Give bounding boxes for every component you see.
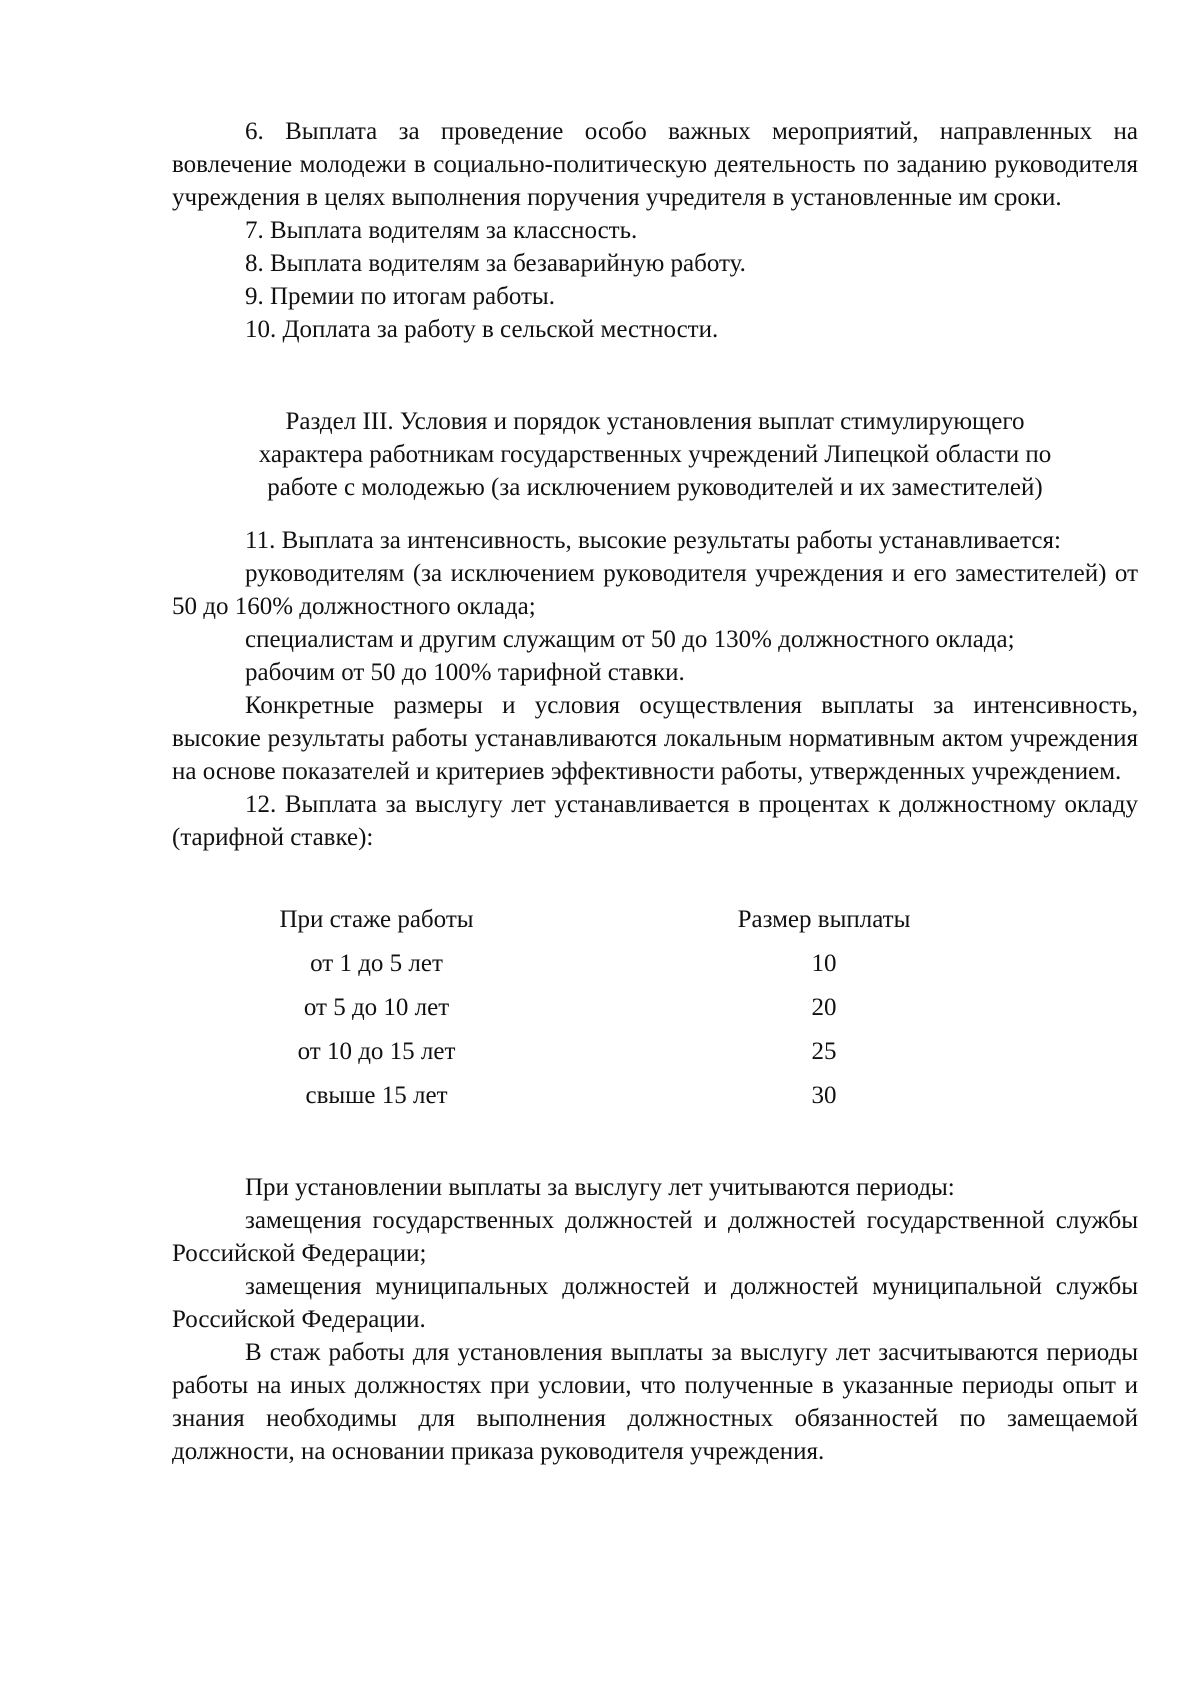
- table-cell-payment-wrap: [581, 986, 1138, 1030]
- paragraph-specialists: специалистам и другим служащим от 50 до 130% должностного оклада;: [245, 626, 1015, 653]
- table-cell-payment: 25: [811, 1038, 837, 1065]
- seniority-table: [172, 898, 1138, 1118]
- table-header-experience: При стаже работы: [279, 906, 474, 933]
- table-cell-experience: свыше 15 лет: [305, 1082, 448, 1109]
- table-cell-payment-wrap: [581, 942, 1138, 986]
- table-cell-payment: 20: [811, 994, 837, 1021]
- paragraph-municipal-positions: замещения муниципальных должностей и должностей муниципальной службы Российской Федерации.: [172, 1273, 1138, 1333]
- table-header-payment: Размер выплаты: [737, 906, 911, 933]
- table-cell-payment-wrap: [581, 1030, 1138, 1074]
- paragraph-workers: рабочим от 50 до 100% тарифной ставки.: [245, 659, 685, 686]
- table-cell-experience: от 10 до 15 лет: [297, 1038, 456, 1065]
- table-cell-payment: 30: [811, 1082, 837, 1109]
- section-heading: [172, 405, 1138, 504]
- paragraph-item-8: 8. Выплата водителям за безаварийную работу.: [245, 250, 746, 277]
- paragraph-periods-intro: При установлении выплаты за выслугу лет учитываются периоды:: [245, 1174, 955, 1201]
- paragraph-item-9: 9. Премии по итогам работы.: [245, 283, 555, 310]
- table-cell-experience: от 1 до 5 лет: [310, 950, 443, 977]
- table-cell-payment-wrap: [581, 1074, 1138, 1118]
- table-cell-payment: 10: [811, 950, 837, 977]
- table-row: [172, 1030, 1138, 1074]
- table-row: [172, 1074, 1138, 1118]
- paragraph-item-11: 11. Выплата за интенсивность, высокие результаты работы устанавливается:: [245, 527, 1061, 554]
- section-heading-line-1: Раздел III. Условия и порядок установления выплат стимулирующего: [285, 408, 1025, 435]
- table-header-payment-cell: [581, 898, 1138, 942]
- section-heading-line-3: работе с молодежью (за исключением руководителей и их заместителей): [267, 474, 1043, 501]
- document-body: [172, 115, 1138, 1468]
- paragraph-state-positions: замещения государственных должностей и должностей государственной службы Российской Федерации;: [172, 1207, 1138, 1267]
- table-cell-experience: от 5 до 10 лет: [303, 994, 450, 1021]
- section-heading-line-2: характера работникам государственных учреждений Липецкой области по: [258, 441, 1052, 468]
- table-row: [172, 986, 1138, 1030]
- paragraph-item-12: 12. Выплата за выслугу лет устанавливается в процентах к должностному окладу (тарифной ставке):: [172, 791, 1138, 851]
- table-header-row: [172, 898, 1138, 942]
- paragraph-managers: руководителям (за исключением руководителя учреждения и его заместителей) от 50 до 160% должностного оклада;: [172, 560, 1138, 620]
- paragraph-specific-sizes: Конкретные размеры и условия осуществления выплаты за интенсивность, высокие результаты работы устанавливаются локальным нормативным актом учреждения на основе показателей и критериев эффективности работы, утвержденных учреждением.: [172, 692, 1138, 785]
- paragraph-item-10: 10. Доплата за работу в сельской местности.: [245, 316, 719, 343]
- table-row: [172, 942, 1138, 986]
- paragraph-item-6: 6. Выплата за проведение особо важных мероприятий, направленных на вовлечение молодежи в социально-политическую деятельность по заданию руководителя учреждения в целях выполнения поручения учредителя в установленные им сроки.: [172, 118, 1138, 211]
- paragraph-item-7: 7. Выплата водителям за классность.: [245, 217, 638, 244]
- paragraph-other-positions: В стаж работы для установления выплаты за выслугу лет засчитываются периоды работы на иных должностях при условии, что полученные в указанные периоды опыт и знания необходимы для выполнения должностных обязанностей по замещаемой должности, на основании приказа руководителя учреждения.: [172, 1339, 1138, 1465]
